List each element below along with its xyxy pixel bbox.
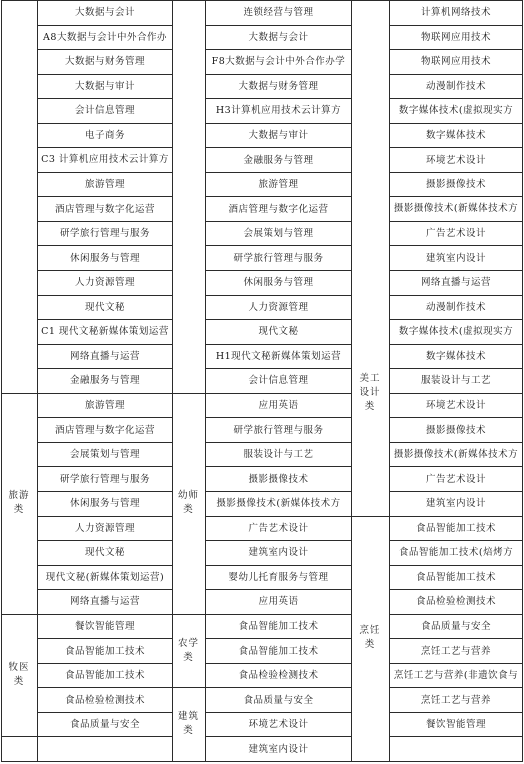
table-cell: 建筑室内设计 — [248, 743, 309, 755]
table-cell: 酒店管理与数字化运营 — [228, 203, 329, 215]
table-cell: 数字媒体技术(虚拟现实方 — [398, 105, 514, 117]
table-cell — [39, 737, 171, 761]
table-cell: 会展策划与管理 — [243, 228, 314, 240]
table-cell: 环境艺术设计 — [248, 719, 309, 731]
table-cell: 食品智能加工技术 — [415, 571, 496, 583]
table-cell: 研学旅行管理与服务 — [233, 424, 324, 436]
table-cell: 烹饪工艺与营养 — [420, 694, 491, 706]
table-cell: 数字媒体技术 — [425, 130, 486, 141]
table-cell: 广告艺术设计 — [248, 522, 309, 534]
table-cell: 现代文秘 — [258, 326, 299, 338]
table-cell: 现代文秘 — [84, 547, 125, 559]
table-cell: 摄影摄像技术(新媒体技术方 — [393, 203, 519, 215]
table-cell: 研学旅行管理与服务 — [233, 252, 324, 264]
category-nongxue: 农学类 — [178, 637, 200, 663]
table-cell: 摄影摄像技术(新媒体技术方 — [393, 448, 519, 460]
table-cell: 食品检验检测技术 — [64, 694, 145, 706]
table-cell: C3 计算机应用技术云计算方 — [41, 154, 169, 166]
column-divider — [389, 0, 390, 762]
table-cell: 食品智能加工技术 — [238, 620, 319, 632]
table-cell: 广告艺术设计 — [425, 473, 486, 485]
table-cell: 大数据与会计 — [248, 31, 309, 43]
table-cell: 休闲服务与管理 — [69, 498, 140, 510]
table-cell: 人力资源管理 — [248, 301, 309, 313]
table-cell: 应用英语 — [258, 596, 299, 608]
table-cell: 人力资源管理 — [74, 277, 135, 289]
table-cell: 摄影摄像技术 — [248, 473, 309, 485]
table-cell: 酒店管理与数字化运营 — [54, 203, 155, 215]
table-cell: 旅游管理 — [84, 179, 125, 191]
table-cell: 摄影摄像技术(新媒体技术方 — [216, 497, 341, 509]
table-cell: 数字媒体技术(虚拟现实方 — [398, 326, 514, 338]
table-cell: 大数据与会计 — [74, 7, 135, 19]
table-cell: 现代文秘 — [84, 301, 125, 313]
table-cell: 物联网应用技术 — [420, 56, 491, 68]
table-cell: 建筑室内设计 — [425, 252, 486, 264]
table-cell: 旅游管理 — [84, 400, 125, 412]
table-cell: 研学旅行管理与服务 — [59, 228, 150, 240]
table-cell: 应用英语 — [258, 400, 299, 412]
table-cell: 食品智能加工技术 — [415, 522, 496, 534]
table-cell: 大数据与财务管理 — [64, 56, 145, 68]
table-cell: 计算机网络技术 — [420, 7, 491, 19]
table-cell: 食品质量与安全 — [69, 719, 140, 731]
table-cell: 建筑室内设计 — [425, 498, 486, 510]
table-cell: 食品质量与安全 — [243, 694, 314, 706]
table-cell: 食品智能加工技术(焙烤方 — [398, 547, 514, 559]
table-cell: 电子商务 — [84, 130, 125, 141]
category-pengren: 烹饪类 — [359, 625, 381, 651]
table-cell: 婴幼儿托育服务与管理 — [228, 571, 329, 583]
table-cell: 环境艺术设计 — [425, 154, 486, 166]
table-cell: 食品智能加工技术 — [64, 645, 145, 657]
table-cell: 食品检验检测技术 — [238, 670, 319, 682]
table-cell: C1 现代文秘新媒体策划运营 — [41, 326, 169, 338]
table-cell: 烹饪工艺与营养(非遗饮食与 — [393, 669, 519, 681]
table-cell: 酒店管理与数字化运营 — [54, 424, 155, 436]
table-cell: 动漫制作技术 — [425, 80, 486, 92]
table-cell: 食品智能加工技术 — [64, 670, 145, 682]
table-cell — [391, 737, 521, 761]
table-cell: 广告艺术设计 — [425, 228, 486, 240]
table-cell: 摄影摄像技术 — [425, 424, 486, 436]
table-cell: 物联网应用技术 — [420, 31, 491, 43]
table-cell: H3计算机应用技术云计算方 — [215, 105, 342, 117]
table-cell: 烹饪工艺与营养 — [420, 645, 491, 657]
category-muyi: 牧医类 — [8, 662, 30, 688]
table-cell: 会计信息管理 — [74, 105, 135, 117]
table-cell: 会展策划与管理 — [69, 449, 140, 461]
column-divider — [205, 0, 206, 762]
table-cell: 金融服务与管理 — [243, 154, 314, 166]
table-border-bottom — [1, 761, 522, 762]
table-cell: 摄影摄像技术 — [425, 179, 486, 191]
table-cell: 食品检验检测技术 — [415, 596, 496, 608]
table-cell: 旅游管理 — [258, 179, 299, 191]
table-cell: 环境艺术设计 — [425, 400, 486, 412]
table-cell: 现代文秘(新媒体策划运营) — [45, 571, 165, 583]
table-cell: 服装设计与工艺 — [243, 449, 314, 461]
table-cell: 餐饮智能管理 — [425, 719, 486, 731]
table-cell: 食品质量与安全 — [420, 620, 491, 632]
table-border-right — [522, 0, 523, 762]
category-jianzhu: 建筑类 — [178, 711, 200, 737]
table-cell: 网络直播与运营 — [69, 350, 140, 362]
table-cell: 连锁经营与管理 — [243, 7, 314, 19]
table-cell: 数字媒体技术 — [425, 350, 486, 362]
table-cell: 大数据与财务管理 — [238, 80, 319, 92]
table-cell: 餐饮智能管理 — [74, 620, 135, 632]
table-cell: 网络直播与运营 — [420, 277, 491, 289]
table-cell: 休闲服务与管理 — [69, 252, 140, 264]
table-cell: 休闲服务与管理 — [243, 277, 314, 289]
table-cell: 网络直播与运营 — [69, 596, 140, 608]
table-cell: 大数据与审计 — [248, 130, 309, 141]
table-cell: 食品智能加工技术 — [238, 645, 319, 657]
table-cell: F8大数据与会计中外合作办学 — [211, 56, 346, 68]
table-cell: 会计信息管理 — [248, 375, 309, 387]
category-meigong: 美工设计类 — [359, 372, 381, 412]
category-lvyou: 旅游类 — [8, 490, 30, 516]
table-cell: 金融服务与管理 — [69, 375, 140, 387]
table-cell: 服装设计与工艺 — [420, 375, 491, 387]
table-cell: 人力资源管理 — [74, 522, 135, 534]
table-cell: A8大数据与会计中外合作办 — [43, 31, 167, 43]
category-youshi: 幼师类 — [178, 490, 200, 516]
table-cell: 大数据与审计 — [74, 80, 135, 92]
table-cell: 研学旅行管理与服务 — [59, 473, 150, 485]
table-cell: H1现代文秘新媒体策划运营 — [215, 350, 342, 362]
table-cell: 建筑室内设计 — [248, 547, 309, 559]
column-divider — [37, 0, 38, 762]
table-cell: 动漫制作技术 — [425, 301, 486, 313]
